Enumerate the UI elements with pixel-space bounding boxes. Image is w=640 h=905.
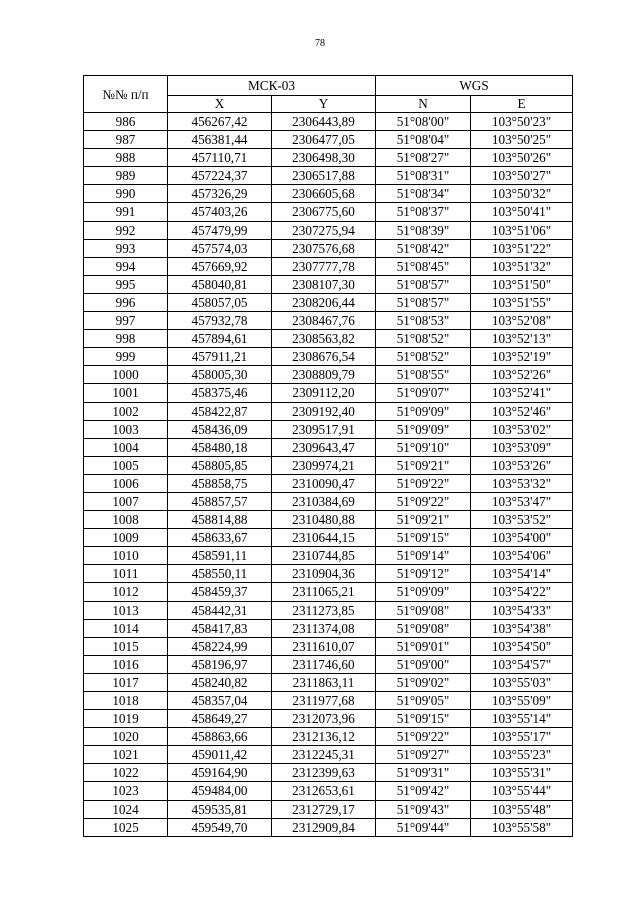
n-cell: 51°09'01" (376, 637, 471, 655)
table-row (84, 293, 573, 311)
x-cell: 458814,88 (168, 511, 272, 529)
n-cell: 51°09'00" (376, 655, 471, 673)
x-cell: 458591,11 (168, 547, 272, 565)
n-cell: 51°09'08" (376, 619, 471, 637)
n-cell: 51°09'15" (376, 710, 471, 728)
e-cell: 103°55'58" (471, 818, 573, 836)
number-cell: 996 (84, 293, 168, 311)
y-cell: 2311863,11 (272, 673, 376, 691)
x-cell: 458649,27 (168, 710, 272, 728)
y-cell: 2310904,36 (272, 565, 376, 583)
n-cell: 51°08'31" (376, 167, 471, 185)
number-cell: 990 (84, 185, 168, 203)
n-cell: 51°09'07" (376, 384, 471, 402)
e-cell: 103°51'22" (471, 239, 573, 257)
table-row (84, 239, 573, 257)
e-cell: 103°50'41" (471, 203, 573, 221)
n-cell: 51°09'43" (376, 800, 471, 818)
table-row (84, 348, 573, 366)
table-row (84, 673, 573, 691)
header-row-top (84, 76, 573, 96)
e-cell: 103°54'06" (471, 547, 573, 565)
number-cell: 988 (84, 149, 168, 167)
table-row (84, 203, 573, 221)
number-cell: 1009 (84, 529, 168, 547)
number-cell: 1017 (84, 673, 168, 691)
y-cell: 2311374,08 (272, 619, 376, 637)
number-cell: 995 (84, 275, 168, 293)
n-cell: 51°09'27" (376, 746, 471, 764)
number-cell: 998 (84, 330, 168, 348)
e-cell: 103°52'13" (471, 330, 573, 348)
table-row (84, 529, 573, 547)
y-cell: 2308107,30 (272, 275, 376, 293)
n-cell: 51°08'45" (376, 257, 471, 275)
n-cell: 51°08'52" (376, 348, 471, 366)
x-cell: 457574,03 (168, 239, 272, 257)
n-cell: 51°08'53" (376, 312, 471, 330)
x-cell: 458436,09 (168, 420, 272, 438)
e-cell: 103°55'09" (471, 692, 573, 710)
x-cell: 458633,67 (168, 529, 272, 547)
table-row (84, 420, 573, 438)
n-cell: 51°09'10" (376, 438, 471, 456)
number-cell: 991 (84, 203, 168, 221)
y-cell: 2310090,47 (272, 474, 376, 492)
number-cell: 1024 (84, 800, 168, 818)
e-cell: 103°55'03" (471, 673, 573, 691)
x-cell: 458858,75 (168, 474, 272, 492)
table-row (84, 167, 573, 185)
table-header (84, 76, 573, 113)
e-cell: 103°50'23" (471, 113, 573, 131)
e-cell: 103°52'41" (471, 384, 573, 402)
x-cell: 458805,85 (168, 456, 272, 474)
n-cell: 51°09'22" (376, 492, 471, 510)
e-cell: 103°55'14" (471, 710, 573, 728)
e-cell: 103°51'06" (471, 221, 573, 239)
x-cell: 458375,46 (168, 384, 272, 402)
y-cell: 2309643,47 (272, 438, 376, 456)
e-cell: 103°55'17" (471, 728, 573, 746)
msk-header: МСК-03 (168, 76, 376, 96)
e-cell: 103°52'08" (471, 312, 573, 330)
y-cell: 2312136,12 (272, 728, 376, 746)
number-cell: 1004 (84, 438, 168, 456)
x-cell: 459535,81 (168, 800, 272, 818)
n-cell: 51°09'21" (376, 456, 471, 474)
table-row (84, 511, 573, 529)
n-cell: 51°09'08" (376, 601, 471, 619)
y-cell: 2308206,44 (272, 293, 376, 311)
number-cell: 999 (84, 348, 168, 366)
e-cell: 103°54'33" (471, 601, 573, 619)
x-cell: 457932,78 (168, 312, 272, 330)
table-row (84, 800, 573, 818)
table-row (84, 764, 573, 782)
table-row (84, 637, 573, 655)
e-cell: 103°53'26" (471, 456, 573, 474)
x-cell: 459484,00 (168, 782, 272, 800)
table-row (84, 113, 573, 131)
y-cell: 2306477,05 (272, 131, 376, 149)
n-cell: 51°08'34" (376, 185, 471, 203)
number-cell: 1008 (84, 511, 168, 529)
y-cell: 2312729,17 (272, 800, 376, 818)
number-cell: 1002 (84, 402, 168, 420)
table-row (84, 438, 573, 456)
number-cell: 1015 (84, 637, 168, 655)
x-cell: 459011,42 (168, 746, 272, 764)
e-cell: 103°55'31" (471, 764, 573, 782)
x-cell: 459164,90 (168, 764, 272, 782)
table-row (84, 818, 573, 836)
n-cell: 51°08'00" (376, 113, 471, 131)
y-cell: 2312073,96 (272, 710, 376, 728)
e-cell: 103°50'25" (471, 131, 573, 149)
n-cell: 51°09'05" (376, 692, 471, 710)
y-cell: 2311746,60 (272, 655, 376, 673)
number-cell: 993 (84, 239, 168, 257)
y-header: Y (272, 96, 376, 113)
number-cell: 994 (84, 257, 168, 275)
page-number: 78 (315, 38, 325, 49)
y-cell: 2310644,15 (272, 529, 376, 547)
number-cell: 989 (84, 167, 168, 185)
y-cell: 2308563,82 (272, 330, 376, 348)
e-cell: 103°54'38" (471, 619, 573, 637)
n-cell: 51°09'42" (376, 782, 471, 800)
e-cell: 103°52'19" (471, 348, 573, 366)
table-row (84, 547, 573, 565)
x-cell: 456381,44 (168, 131, 272, 149)
n-cell: 51°08'52" (376, 330, 471, 348)
x-cell: 458480,18 (168, 438, 272, 456)
table-row (84, 728, 573, 746)
number-cell: 1023 (84, 782, 168, 800)
number-cell: 987 (84, 131, 168, 149)
x-cell: 457911,21 (168, 348, 272, 366)
number-cell: 1001 (84, 384, 168, 402)
table-row (84, 619, 573, 637)
n-cell: 51°09'09" (376, 420, 471, 438)
e-cell: 103°55'23" (471, 746, 573, 764)
number-cell: 1003 (84, 420, 168, 438)
y-cell: 2308809,79 (272, 366, 376, 384)
x-cell: 457669,92 (168, 257, 272, 275)
e-cell: 103°53'32" (471, 474, 573, 492)
table-row (84, 312, 573, 330)
e-cell: 103°50'26" (471, 149, 573, 167)
n-cell: 51°09'12" (376, 565, 471, 583)
y-cell: 2306498,30 (272, 149, 376, 167)
y-cell: 2306517,88 (272, 167, 376, 185)
n-cell: 51°09'31" (376, 764, 471, 782)
e-cell: 103°54'57" (471, 655, 573, 673)
e-cell: 103°53'47" (471, 492, 573, 510)
e-cell: 103°54'00" (471, 529, 573, 547)
number-cell: 1005 (84, 456, 168, 474)
table-row (84, 221, 573, 239)
y-cell: 2310384,69 (272, 492, 376, 510)
e-cell: 103°55'44" (471, 782, 573, 800)
n-cell: 51°09'22" (376, 728, 471, 746)
n-cell: 51°09'14" (376, 547, 471, 565)
table-row (84, 655, 573, 673)
number-header: №№ п/п (84, 76, 168, 113)
table-row (84, 492, 573, 510)
x-cell: 458863,66 (168, 728, 272, 746)
number-cell: 1012 (84, 583, 168, 601)
table-row (84, 257, 573, 275)
y-cell: 2306605,68 (272, 185, 376, 203)
n-cell: 51°08'55" (376, 366, 471, 384)
x-cell: 457403,26 (168, 203, 272, 221)
n-cell: 51°09'09" (376, 583, 471, 601)
x-cell: 458005,30 (168, 366, 272, 384)
x-cell: 457110,71 (168, 149, 272, 167)
e-cell: 103°51'32" (471, 257, 573, 275)
table-row (84, 565, 573, 583)
table-body (84, 113, 573, 837)
table-row (84, 275, 573, 293)
number-cell: 1014 (84, 619, 168, 637)
e-cell: 103°52'46" (471, 402, 573, 420)
e-cell: 103°52'26" (471, 366, 573, 384)
y-cell: 2309192,40 (272, 402, 376, 420)
n-cell: 51°08'39" (376, 221, 471, 239)
table-row (84, 185, 573, 203)
y-cell: 2312399,63 (272, 764, 376, 782)
table-row (84, 474, 573, 492)
x-cell: 457894,61 (168, 330, 272, 348)
x-cell: 456267,42 (168, 113, 272, 131)
x-cell: 457224,37 (168, 167, 272, 185)
n-cell: 51°09'44" (376, 818, 471, 836)
table-row (84, 710, 573, 728)
number-cell: 1006 (84, 474, 168, 492)
number-cell: 1007 (84, 492, 168, 510)
y-cell: 2307275,94 (272, 221, 376, 239)
e-cell: 103°53'52" (471, 511, 573, 529)
number-cell: 992 (84, 221, 168, 239)
y-cell: 2310480,88 (272, 511, 376, 529)
y-cell: 2310744,85 (272, 547, 376, 565)
y-cell: 2312909,84 (272, 818, 376, 836)
table-row (84, 131, 573, 149)
y-cell: 2306775,60 (272, 203, 376, 221)
x-cell: 458459,37 (168, 583, 272, 601)
table-row (84, 583, 573, 601)
table-row (84, 330, 573, 348)
number-cell: 997 (84, 312, 168, 330)
y-cell: 2312653,61 (272, 782, 376, 800)
number-cell: 1016 (84, 655, 168, 673)
x-cell: 458857,57 (168, 492, 272, 510)
y-cell: 2309974,21 (272, 456, 376, 474)
number-cell: 1020 (84, 728, 168, 746)
x-cell: 457479,99 (168, 221, 272, 239)
e-cell: 103°54'22" (471, 583, 573, 601)
e-cell: 103°53'09" (471, 438, 573, 456)
y-cell: 2307777,78 (272, 257, 376, 275)
n-cell: 51°08'57" (376, 293, 471, 311)
number-cell: 1018 (84, 692, 168, 710)
y-cell: 2307576,68 (272, 239, 376, 257)
n-cell: 51°08'27" (376, 149, 471, 167)
e-cell: 103°54'50" (471, 637, 573, 655)
y-cell: 2308467,76 (272, 312, 376, 330)
y-cell: 2306443,89 (272, 113, 376, 131)
x-header: X (168, 96, 272, 113)
x-cell: 458357,04 (168, 692, 272, 710)
e-cell: 103°51'55" (471, 293, 573, 311)
table-row (84, 692, 573, 710)
number-cell: 1011 (84, 565, 168, 583)
table-row (84, 456, 573, 474)
n-cell: 51°08'04" (376, 131, 471, 149)
number-cell: 986 (84, 113, 168, 131)
y-cell: 2311065,21 (272, 583, 376, 601)
e-header: E (471, 96, 573, 113)
x-cell: 458417,83 (168, 619, 272, 637)
y-cell: 2308676,54 (272, 348, 376, 366)
e-cell: 103°50'32" (471, 185, 573, 203)
y-cell: 2309112,20 (272, 384, 376, 402)
table-row (84, 601, 573, 619)
n-cell: 51°09'22" (376, 474, 471, 492)
n-cell: 51°08'37" (376, 203, 471, 221)
table-row (84, 384, 573, 402)
y-cell: 2309517,91 (272, 420, 376, 438)
n-cell: 51°09'09" (376, 402, 471, 420)
x-cell: 457326,29 (168, 185, 272, 203)
coordinates-table (83, 75, 573, 837)
number-cell: 1013 (84, 601, 168, 619)
y-cell: 2311273,85 (272, 601, 376, 619)
x-cell: 458240,82 (168, 673, 272, 691)
y-cell: 2311610,07 (272, 637, 376, 655)
table-row (84, 366, 573, 384)
x-cell: 458196,97 (168, 655, 272, 673)
table-row (84, 782, 573, 800)
x-cell: 458550,11 (168, 565, 272, 583)
n-header: N (376, 96, 471, 113)
table-row (84, 746, 573, 764)
e-cell: 103°53'02" (471, 420, 573, 438)
x-cell: 458442,31 (168, 601, 272, 619)
wgs-header: WGS (376, 76, 573, 96)
number-cell: 1022 (84, 764, 168, 782)
y-cell: 2311977,68 (272, 692, 376, 710)
x-cell: 458224,99 (168, 637, 272, 655)
n-cell: 51°09'21" (376, 511, 471, 529)
y-cell: 2312245,31 (272, 746, 376, 764)
n-cell: 51°09'02" (376, 673, 471, 691)
table-row (84, 402, 573, 420)
x-cell: 459549,70 (168, 818, 272, 836)
e-cell: 103°51'50" (471, 275, 573, 293)
number-cell: 1010 (84, 547, 168, 565)
n-cell: 51°08'57" (376, 275, 471, 293)
number-cell: 1021 (84, 746, 168, 764)
x-cell: 458040,81 (168, 275, 272, 293)
x-cell: 458422,87 (168, 402, 272, 420)
number-cell: 1025 (84, 818, 168, 836)
e-cell: 103°55'48" (471, 800, 573, 818)
number-cell: 1000 (84, 366, 168, 384)
number-cell: 1019 (84, 710, 168, 728)
n-cell: 51°09'15" (376, 529, 471, 547)
x-cell: 458057,05 (168, 293, 272, 311)
n-cell: 51°08'42" (376, 239, 471, 257)
e-cell: 103°54'14" (471, 565, 573, 583)
table-row (84, 149, 573, 167)
e-cell: 103°50'27" (471, 167, 573, 185)
